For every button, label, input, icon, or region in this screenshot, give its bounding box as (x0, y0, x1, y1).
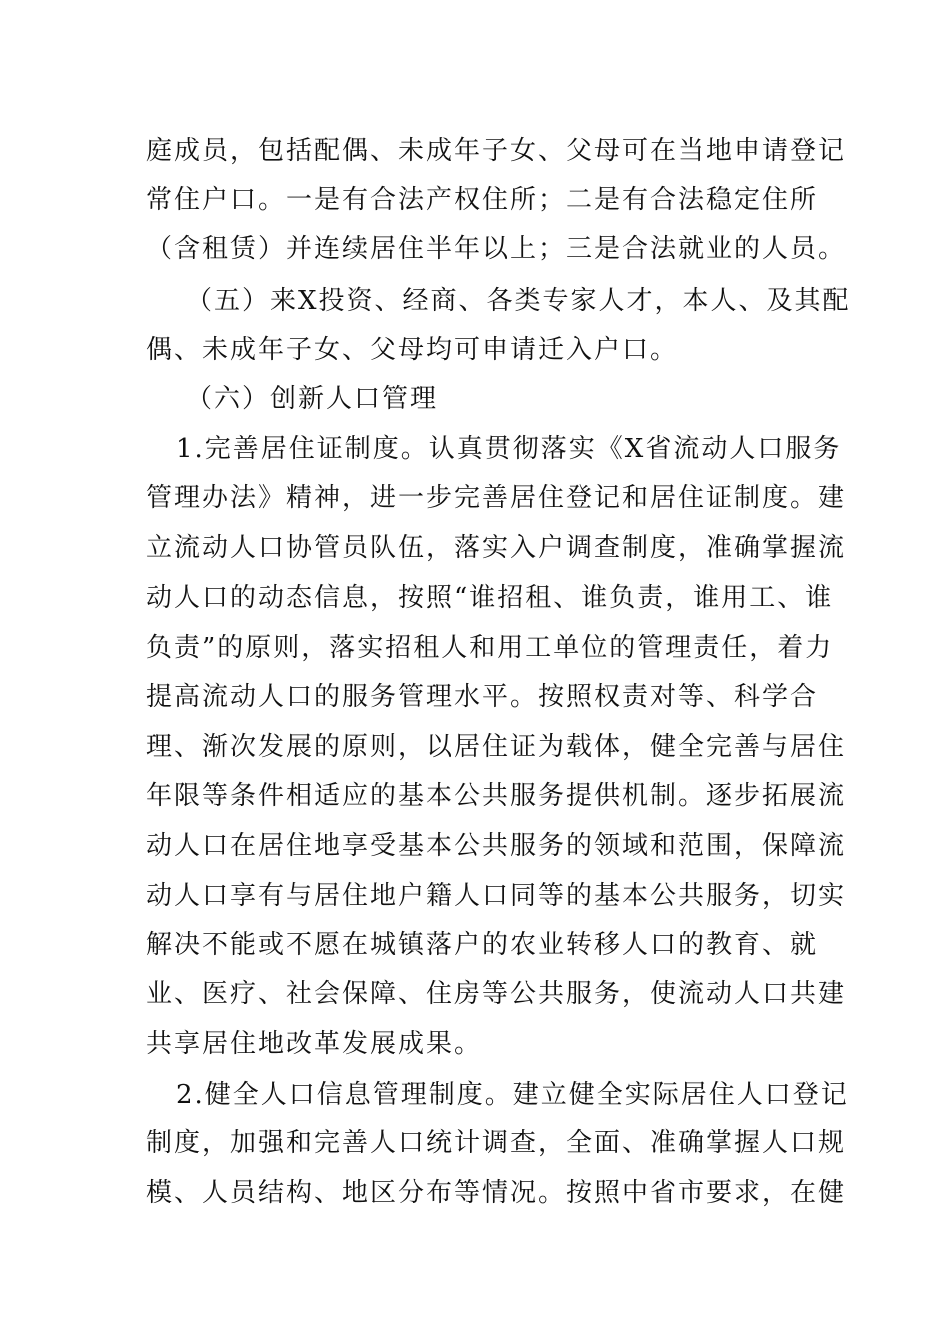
paragraph-line: 常住户口。一是有合法产权住所；二是有合法稳定住所 (146, 185, 819, 215)
paragraph-line: 2.健全人口信息管理制度。建立健全实际居住人口登记 (176, 1080, 849, 1110)
paragraph-line: 制度，加强和完善人口统计调查，全面、准确掌握人口规 (146, 1128, 847, 1158)
paragraph-line: 共享居住地改革发展成果。 (146, 1029, 483, 1059)
paragraph-line: 业、医疗、社会保障、住房等公共服务，使流动人口共建 (146, 979, 847, 1009)
paragraph-line: 动人口的动态信息，按照“谁招租、谁负责，谁用工、谁 (146, 583, 834, 613)
paragraph-line: 提高流动人口的服务管理水平。按照权责对等、科学合 (146, 682, 819, 712)
paragraph-line: 庭成员，包括配偶、未成年子女、父母可在当地申请登记 (146, 136, 847, 166)
paragraph-line: 偶、未成年子女、父母均可申请迁入户口。 (146, 335, 679, 365)
paragraph-line: 负责”的原则，落实招租人和用工单位的管理责任，着力 (146, 633, 834, 663)
paragraph-line: 模、人员结构、地区分布等情况。按照中省市要求，在健 (146, 1178, 847, 1208)
paragraph-line: 年限等条件相适应的基本公共服务提供机制。逐步拓展流 (146, 781, 847, 811)
section-heading: （六）创新人口管理 (186, 384, 439, 414)
paragraph-line: 管理办法》精神，进一步完善居住登记和居住证制度。建 (146, 483, 847, 513)
paragraph-line: 动人口在居住地享受基本公共服务的领域和范围，保障流 (146, 831, 847, 861)
paragraph-line: 动人口享有与居住地户籍人口同等的基本公共服务，切实 (146, 881, 847, 911)
paragraph-line: 解决不能或不愿在城镇落户的农业转移人口的教育、就 (146, 930, 819, 960)
paragraph-line: 立流动人口协管员队伍，落实入户调查制度，准确掌握流 (146, 533, 847, 563)
paragraph-line: 1.完善居住证制度。认真贯彻落实《X省流动人口服务 (176, 434, 842, 464)
paragraph-line: （含租赁）并连续居住半年以上；三是合法就业的人员。 (146, 234, 847, 264)
paragraph-line: 理、渐次发展的原则，以居住证为载体，健全完善与居住 (146, 732, 847, 762)
paragraph-line: （五）来X投资、经商、各类专家人才，本人、及其配 (186, 286, 851, 316)
